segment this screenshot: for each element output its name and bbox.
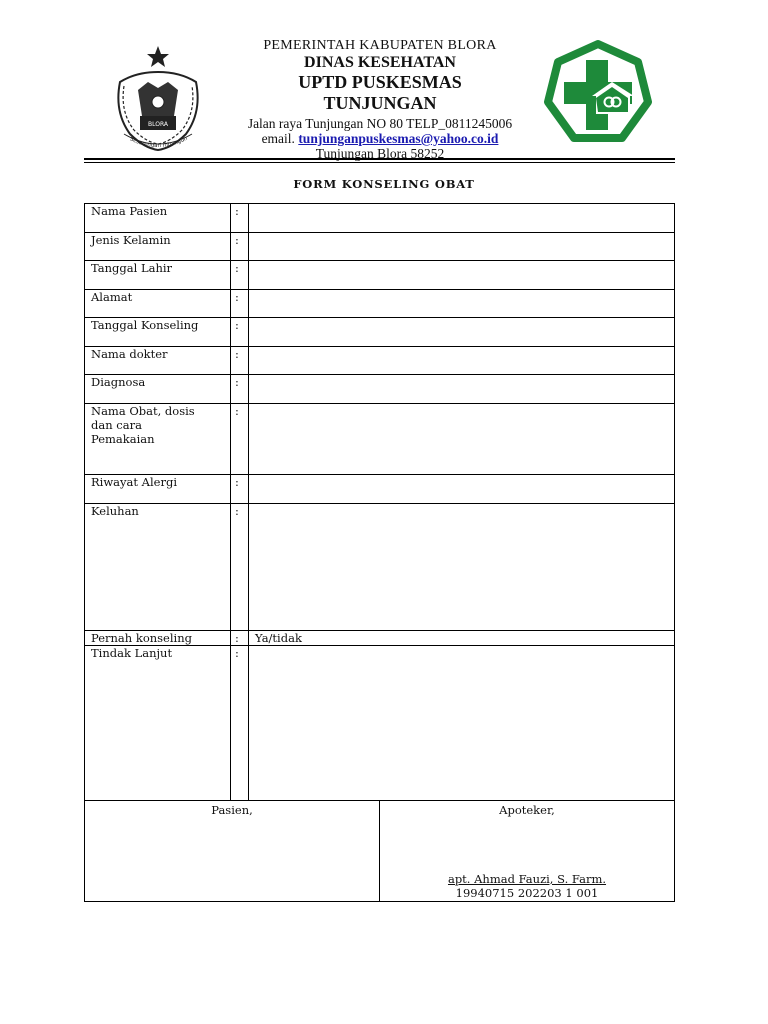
field-colon: :: [231, 504, 249, 631]
field-colon: :: [231, 290, 249, 318]
letterhead: [210, 38, 550, 161]
field-label: Diagnosa: [85, 375, 231, 404]
form-row: [85, 631, 675, 646]
field-value[interactable]: [249, 375, 675, 404]
blora-emblem-logo: [110, 42, 206, 154]
field-label: Tanggal Konseling: [85, 318, 231, 347]
field-colon: :: [231, 233, 249, 261]
field-value[interactable]: [249, 504, 675, 631]
field-colon: :: [231, 404, 249, 475]
field-value[interactable]: [249, 646, 675, 801]
puskesmas-logo: [542, 38, 654, 150]
field-value[interactable]: [249, 404, 675, 475]
form-row: [85, 233, 675, 261]
city-postcode: Tunjungan Blora 58252: [315, 146, 445, 161]
form-title: FORM KONSELING OBAT: [293, 177, 475, 191]
form-row: [85, 504, 675, 631]
form-row: [85, 261, 675, 290]
unit-name: UPTD PUSKESMAS: [298, 72, 462, 92]
form-row: [85, 475, 675, 504]
field-colon: :: [231, 631, 249, 646]
field-label: Nama dokter: [85, 347, 231, 375]
field-colon: :: [231, 318, 249, 347]
form-row: [85, 375, 675, 404]
email-link[interactable]: tunjunganpuskesmas@yahoo.co.id: [298, 131, 499, 146]
field-label: Pernah konseling: [85, 631, 231, 646]
field-colon: :: [231, 347, 249, 375]
email-line: [210, 131, 550, 146]
email-label: email.: [261, 131, 295, 146]
form-row: [85, 404, 675, 475]
header-rule-thick: [84, 158, 675, 160]
field-label: Riwayat Alergi: [85, 475, 231, 504]
address-phone: Jalan raya Tunjungan NO 80 TELP_0811245006: [247, 116, 513, 131]
field-value[interactable]: [249, 290, 675, 318]
field-label: Nama Pasien: [85, 204, 231, 233]
field-value[interactable]: [249, 233, 675, 261]
form-row: [85, 204, 675, 233]
field-value[interactable]: [249, 261, 675, 290]
pharmacist-nip: 19940715 202203 1 001: [455, 886, 599, 900]
counseling-form-table: [84, 203, 675, 902]
left-logo-motto: Sesarengan mbangun: [128, 135, 189, 150]
pharmacist-signature-title: Apoteker,: [499, 803, 555, 817]
field-colon: :: [231, 646, 249, 801]
field-label: Jenis Kelamin: [85, 233, 231, 261]
form-row: [85, 318, 675, 347]
field-value[interactable]: [249, 475, 675, 504]
patient-signature-title: Pasien,: [211, 803, 253, 817]
field-value[interactable]: [249, 318, 675, 347]
field-colon: :: [231, 375, 249, 404]
field-label: Alamat: [85, 290, 231, 318]
field-label: Tanggal Lahir: [85, 261, 231, 290]
gov-name: PEMERINTAH KABUPATEN BLORA: [263, 38, 497, 53]
pharmacist-name: apt. Ahmad Fauzi, S. Farm.: [447, 872, 607, 886]
pharmacist-signature-cell[interactable]: [380, 801, 674, 901]
header-rule-thin: [84, 162, 675, 163]
form-row: [85, 290, 675, 318]
field-value[interactable]: [249, 204, 675, 233]
field-label: Nama Obat, dosis dan cara Pemakaian: [85, 404, 231, 475]
unit-location: TUNJUNGAN: [323, 93, 437, 113]
field-colon: :: [231, 261, 249, 290]
field-label: Keluhan: [85, 504, 231, 631]
signature-row: [85, 801, 675, 902]
field-value[interactable]: Ya/tidak: [249, 631, 675, 646]
left-logo-banner: BLORA: [148, 121, 168, 128]
field-value[interactable]: [249, 347, 675, 375]
dept-name: DINAS KESEHATAN: [304, 54, 456, 71]
signature-cell: [85, 801, 675, 902]
field-label: Tindak Lanjut: [85, 646, 231, 801]
form-row: [85, 347, 675, 375]
field-colon: :: [231, 475, 249, 504]
patient-signature-cell[interactable]: [85, 801, 380, 901]
form-row: [85, 646, 675, 801]
field-colon: :: [231, 204, 249, 233]
